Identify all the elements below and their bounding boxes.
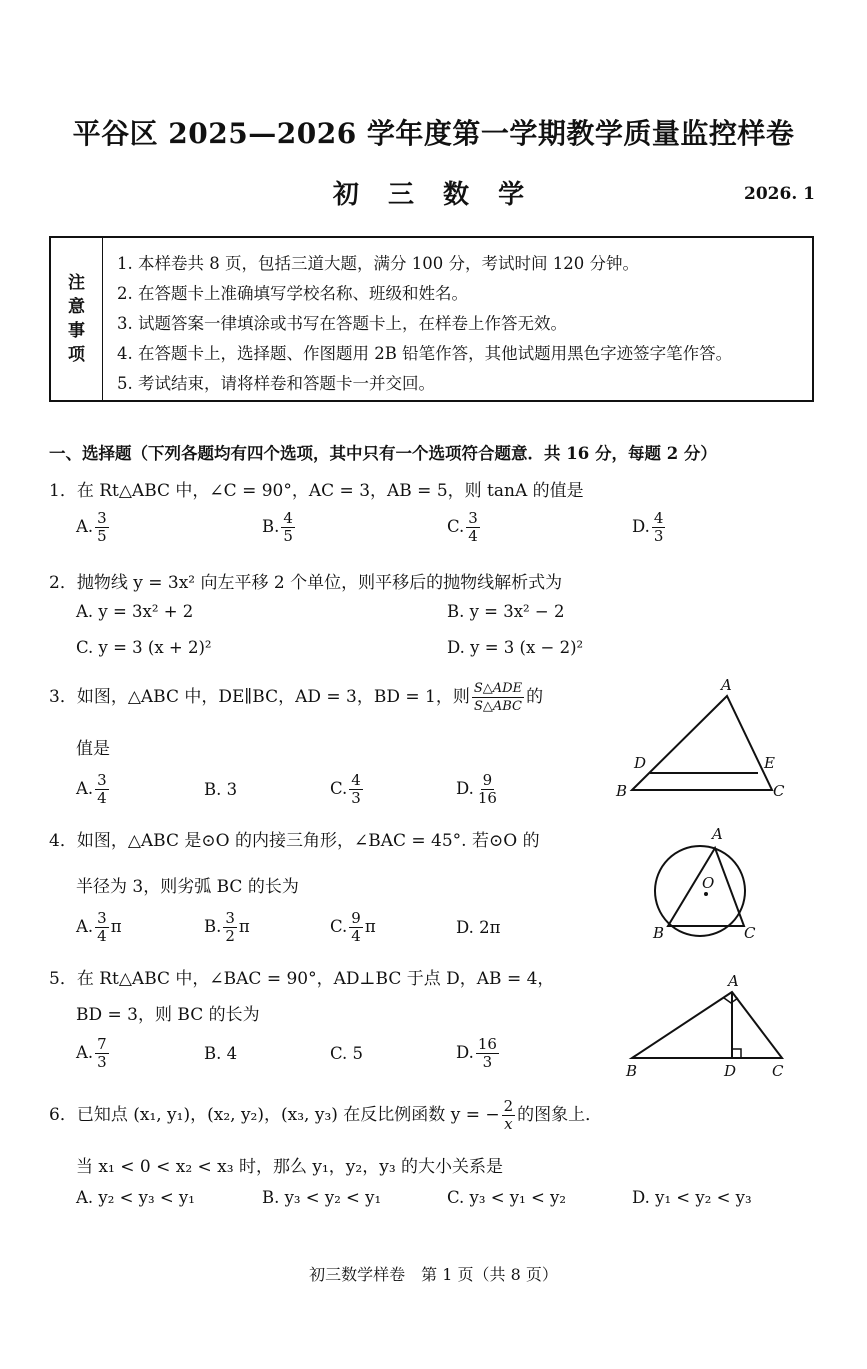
notice-label-char: 事 [68, 321, 85, 341]
q3-option-b: B. 3 [204, 780, 238, 799]
option-letter: B. [204, 917, 222, 936]
denominator: 2 [225, 927, 235, 945]
question-3-stem-cont: 值是 [76, 739, 110, 759]
fraction [223, 910, 237, 945]
numerator: 4 [283, 509, 293, 527]
option-letter: C. [447, 517, 465, 536]
label-d: D [634, 754, 647, 772]
stem-text: 6．已知点 (x₁, y₁)，(x₂, y₂)，(x₃, y₃) 在反比例函数 y = − [49, 1105, 500, 1125]
q1-option-a [76, 510, 111, 545]
numerator: 3 [97, 509, 107, 527]
triangle-abc [632, 992, 782, 1058]
fraction [652, 510, 666, 545]
denominator: 4 [97, 927, 107, 945]
subject-title: 初 三 数 学 [332, 180, 535, 210]
exam-date: 2026. 1 [744, 184, 815, 204]
option-letter: B. [262, 517, 280, 536]
q3-triangle-figure [610, 676, 800, 802]
q2-option-c: C. y = 3 (x + 2)² [76, 638, 212, 657]
notice-label-char: 项 [68, 345, 85, 365]
notice-label [51, 238, 103, 400]
numerator: 16 [477, 1035, 497, 1053]
numerator: 7 [97, 1035, 107, 1053]
denominator: S△ABC [473, 699, 522, 714]
notice-item: 3. 试题答案一律填涂或书写在答题卡上，在样卷上作答无效。 [117, 314, 567, 333]
q1-option-b [262, 510, 297, 545]
center-point [704, 892, 708, 896]
denominator: 5 [97, 527, 107, 545]
label-b: B [653, 924, 665, 942]
question-6-stem [49, 1098, 602, 1133]
q4-option-a [76, 910, 122, 945]
q1-option-c [447, 510, 482, 545]
option-letter: A. [76, 917, 94, 936]
question-4-stem-cont: 半径为 3，则劣弧 BC 的长为 [76, 877, 299, 897]
q4-option-b [204, 910, 250, 945]
numerator: 3 [225, 909, 235, 927]
area-ratio-fraction [472, 680, 524, 715]
numerator: 3 [97, 771, 107, 789]
numerator: 2 [503, 1097, 514, 1115]
q1-option-d [632, 510, 667, 545]
denominator: 5 [283, 527, 293, 545]
label-a: A [721, 676, 732, 694]
stem-text: 3．如图，△ABC 中，DE∥BC，AD = 3，BD = 1，则 [49, 687, 470, 707]
option-letter: A. [76, 1043, 94, 1062]
pi-symbol: π [238, 917, 250, 936]
q4-option-c [330, 910, 376, 945]
q4-option-d: D. 2π [456, 918, 501, 937]
q4-circle-figure [640, 826, 770, 946]
triangle-abc [632, 696, 772, 790]
numerator: 9 [482, 771, 493, 789]
label-d: D [724, 1062, 737, 1080]
notice-box [49, 236, 814, 402]
q2-option-b: B. y = 3x² − 2 [447, 602, 565, 621]
denominator: 3 [482, 1053, 493, 1071]
question-3-stem [49, 680, 543, 715]
option-letter: A. [76, 779, 94, 798]
option-letter: C. [330, 779, 348, 798]
q6-option-c: C. y₃ < y₁ < y₂ [447, 1188, 566, 1207]
option-letter: D. [456, 779, 474, 798]
question-2-stem: 2．抛物线 y = 3x² 向左平移 2 个单位，则平移后的抛物线解析式为 [49, 573, 563, 593]
notice-label-char: 意 [68, 297, 85, 317]
option-letter: D. [632, 517, 650, 536]
question-4-stem: 4．如图，△ABC 是⊙O 的内接三角形，∠BAC = 45°. 若⊙O 的 [49, 831, 540, 851]
q5-right-triangle-figure [620, 972, 796, 1084]
fraction [95, 1036, 109, 1071]
label-o: O [702, 874, 715, 892]
fraction [476, 1036, 499, 1071]
label-c: C [773, 782, 785, 800]
pi-symbol: π [364, 917, 376, 936]
stem-text: 的 [526, 687, 544, 707]
fraction [476, 772, 499, 807]
question-5-stem-cont: BD = 3，则 BC 的长为 [76, 1005, 260, 1025]
right-angle-mark-d [732, 1049, 741, 1058]
q5-option-c: C. 5 [330, 1044, 364, 1063]
question-1-stem: 1．在 Rt△ABC 中，∠C = 90°，AC = 3，AB = 5，则 tanA 的值是 [49, 481, 584, 501]
q3-option-d [456, 772, 501, 807]
notice-item: 2. 在答题卡上准确填写学校名称、班级和姓名。 [117, 284, 468, 303]
label-b: B [626, 1062, 638, 1080]
label-e: E [764, 754, 775, 772]
fraction [502, 1098, 516, 1133]
fraction [281, 510, 295, 545]
section-heading: 一、选择题（下列各题均有四个选项，其中只有一个选项符合题意．共 16 分，每题 2 分） [49, 444, 717, 463]
denominator: 4 [97, 789, 107, 807]
fraction [95, 772, 109, 807]
numerator: 4 [653, 509, 664, 527]
option-letter: A. [76, 517, 94, 536]
q6-option-b: B. y₃ < y₂ < y₁ [262, 1188, 382, 1207]
page-title: 平谷区 2025—2026 学年度第一学期教学质量监控样卷 [72, 117, 795, 150]
notice-item: 4. 在答题卡上，选择题、作图题用 2B 铅笔作答，其他试题用黑色字迹签字笔作答。 [117, 344, 733, 363]
label-c: C [772, 1062, 784, 1080]
q2-option-d: D. y = 3 (x − 2)² [447, 638, 584, 657]
notice-label-char: 注 [68, 273, 85, 293]
denominator: x [504, 1115, 513, 1133]
fraction [349, 772, 363, 807]
denominator: 3 [653, 527, 664, 545]
notice-item: 1. 本样卷共 8 页，包括三道大题，满分 100 分，考试时间 120 分钟。 [117, 254, 639, 273]
q6-option-d: D. y₁ < y₂ < y₃ [632, 1188, 752, 1207]
q5-option-d [456, 1036, 501, 1071]
label-b: B [616, 782, 628, 800]
q6-option-a: A. y₂ < y₃ < y₁ [76, 1188, 195, 1207]
denominator: 16 [477, 789, 497, 807]
label-a: A [712, 826, 723, 843]
denominator: 3 [351, 789, 361, 807]
denominator: 4 [468, 527, 478, 545]
page-footer: 初三数学样卷 第 1 页（共 8 页） [309, 1265, 558, 1284]
q5-option-a [76, 1036, 111, 1071]
notice-item: 5. 考试结束，请将样卷和答题卡一并交回。 [117, 374, 435, 393]
numerator: 9 [351, 909, 361, 927]
stem-text: 的图象上． [517, 1105, 603, 1125]
denominator: 4 [351, 927, 361, 945]
question-5-stem: 5．在 Rt△ABC 中，∠BAC = 90°，AD⊥BC 于点 D，AB = 4， [49, 969, 555, 989]
fraction [95, 910, 109, 945]
numerator: 3 [97, 909, 107, 927]
pi-symbol: π [110, 917, 122, 936]
option-letter: C. [330, 917, 348, 936]
numerator: 4 [351, 771, 361, 789]
q3-option-a [76, 772, 111, 807]
option-letter: D. [456, 1043, 474, 1062]
q3-option-c [330, 772, 365, 807]
label-a: A [728, 972, 739, 990]
numerator: 3 [468, 509, 478, 527]
numerator: S△ADE [473, 681, 523, 696]
q5-option-b: B. 4 [204, 1044, 238, 1063]
label-c: C [744, 924, 756, 942]
question-6-stem-cont: 当 x₁ < 0 < x₂ < x₃ 时，那么 y₁，y₂，y₃ 的大小关系是 [76, 1157, 504, 1177]
denominator: 3 [97, 1053, 107, 1071]
fraction [466, 510, 480, 545]
fraction [349, 910, 363, 945]
fraction [95, 510, 109, 545]
q2-option-a: A. y = 3x² + 2 [76, 602, 194, 621]
